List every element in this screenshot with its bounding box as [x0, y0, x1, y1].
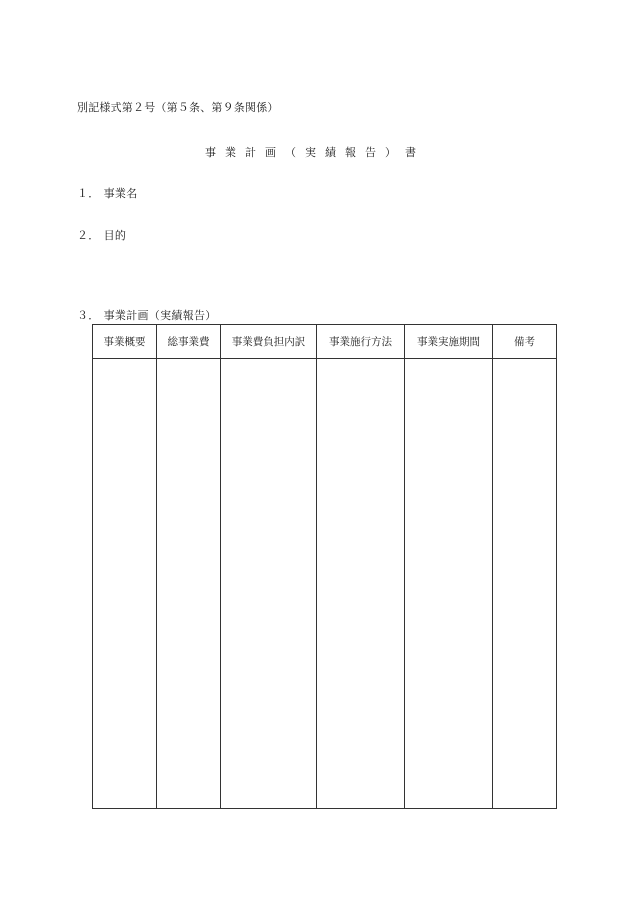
header-total-cost: 総事業費 [157, 325, 221, 359]
table-header-row [93, 325, 557, 359]
project-plan-table [92, 324, 557, 809]
cell-project-overview[interactable] [93, 359, 157, 809]
section-project-plan [77, 307, 217, 323]
section-number: １． [77, 187, 100, 200]
header-project-overview: 事業概要 [93, 325, 157, 359]
section-project-name [77, 185, 138, 201]
section-label: 事業名 [103, 187, 138, 200]
header-implementation-method: 事業施行方法 [317, 325, 405, 359]
header-implementation-period: 事業実施期間 [405, 325, 493, 359]
cell-total-cost[interactable] [157, 359, 221, 809]
cell-cost-breakdown[interactable] [221, 359, 317, 809]
section-label: 事業計画（実績報告） [103, 309, 217, 322]
table-row [93, 359, 557, 809]
section-number: ３． [77, 309, 100, 322]
form-label: 別記様式第２号（第５条、第９条関係） [77, 101, 279, 114]
cell-implementation-period[interactable] [405, 359, 493, 809]
section-number: ２． [77, 229, 100, 242]
cell-remarks[interactable] [493, 359, 557, 809]
document-title: 事業計画（実績報告）書 [205, 146, 425, 159]
section-purpose [77, 227, 126, 243]
cell-implementation-method[interactable] [317, 359, 405, 809]
header-remarks: 備考 [493, 325, 557, 359]
section-label: 目的 [103, 229, 127, 242]
header-cost-breakdown: 事業費負担内訳 [221, 325, 317, 359]
